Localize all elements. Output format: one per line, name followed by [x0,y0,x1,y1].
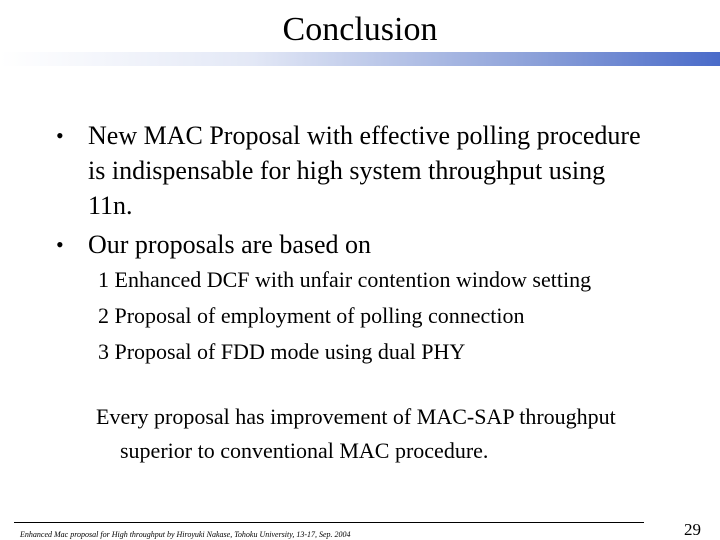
page-number: 29 [684,520,701,539]
footer-text: Enhanced Mac proposal for High throughput by Hiroyuki Nakase, Tohoku University, 13-17, Sep. 2004 [20,530,351,539]
bullet-item [56,227,696,262]
slide-title: Conclusion [282,11,438,48]
bullet-text-line: is indispensable for high system throughput using [88,156,606,185]
summary-note-line: Every proposal has improvement of MAC-SAP throughput [96,404,616,429]
bullet-list [56,118,696,266]
proposal-item: 1 Enhanced DCF with unfair contention window setting [98,267,592,292]
proposal-list [98,262,591,370]
bullet-text-line: New MAC Proposal with effective polling procedure [88,121,641,150]
proposal-item: 2 Proposal of employment of polling connection [98,303,525,328]
footer-divider [14,522,644,523]
title-underline-bar [0,52,720,66]
proposal-item: 3 Proposal of FDD mode using dual PHY [98,339,466,364]
summary-note-line: superior to conventional MAC procedure. [120,438,489,463]
bullet-text-line: Our proposals are based on [88,230,372,259]
bullet-icon: • [56,123,64,148]
summary-note [96,400,696,468]
bullet-text-line: 11n. [88,191,133,220]
bullet-icon: • [56,232,64,257]
bullet-item [56,118,696,223]
